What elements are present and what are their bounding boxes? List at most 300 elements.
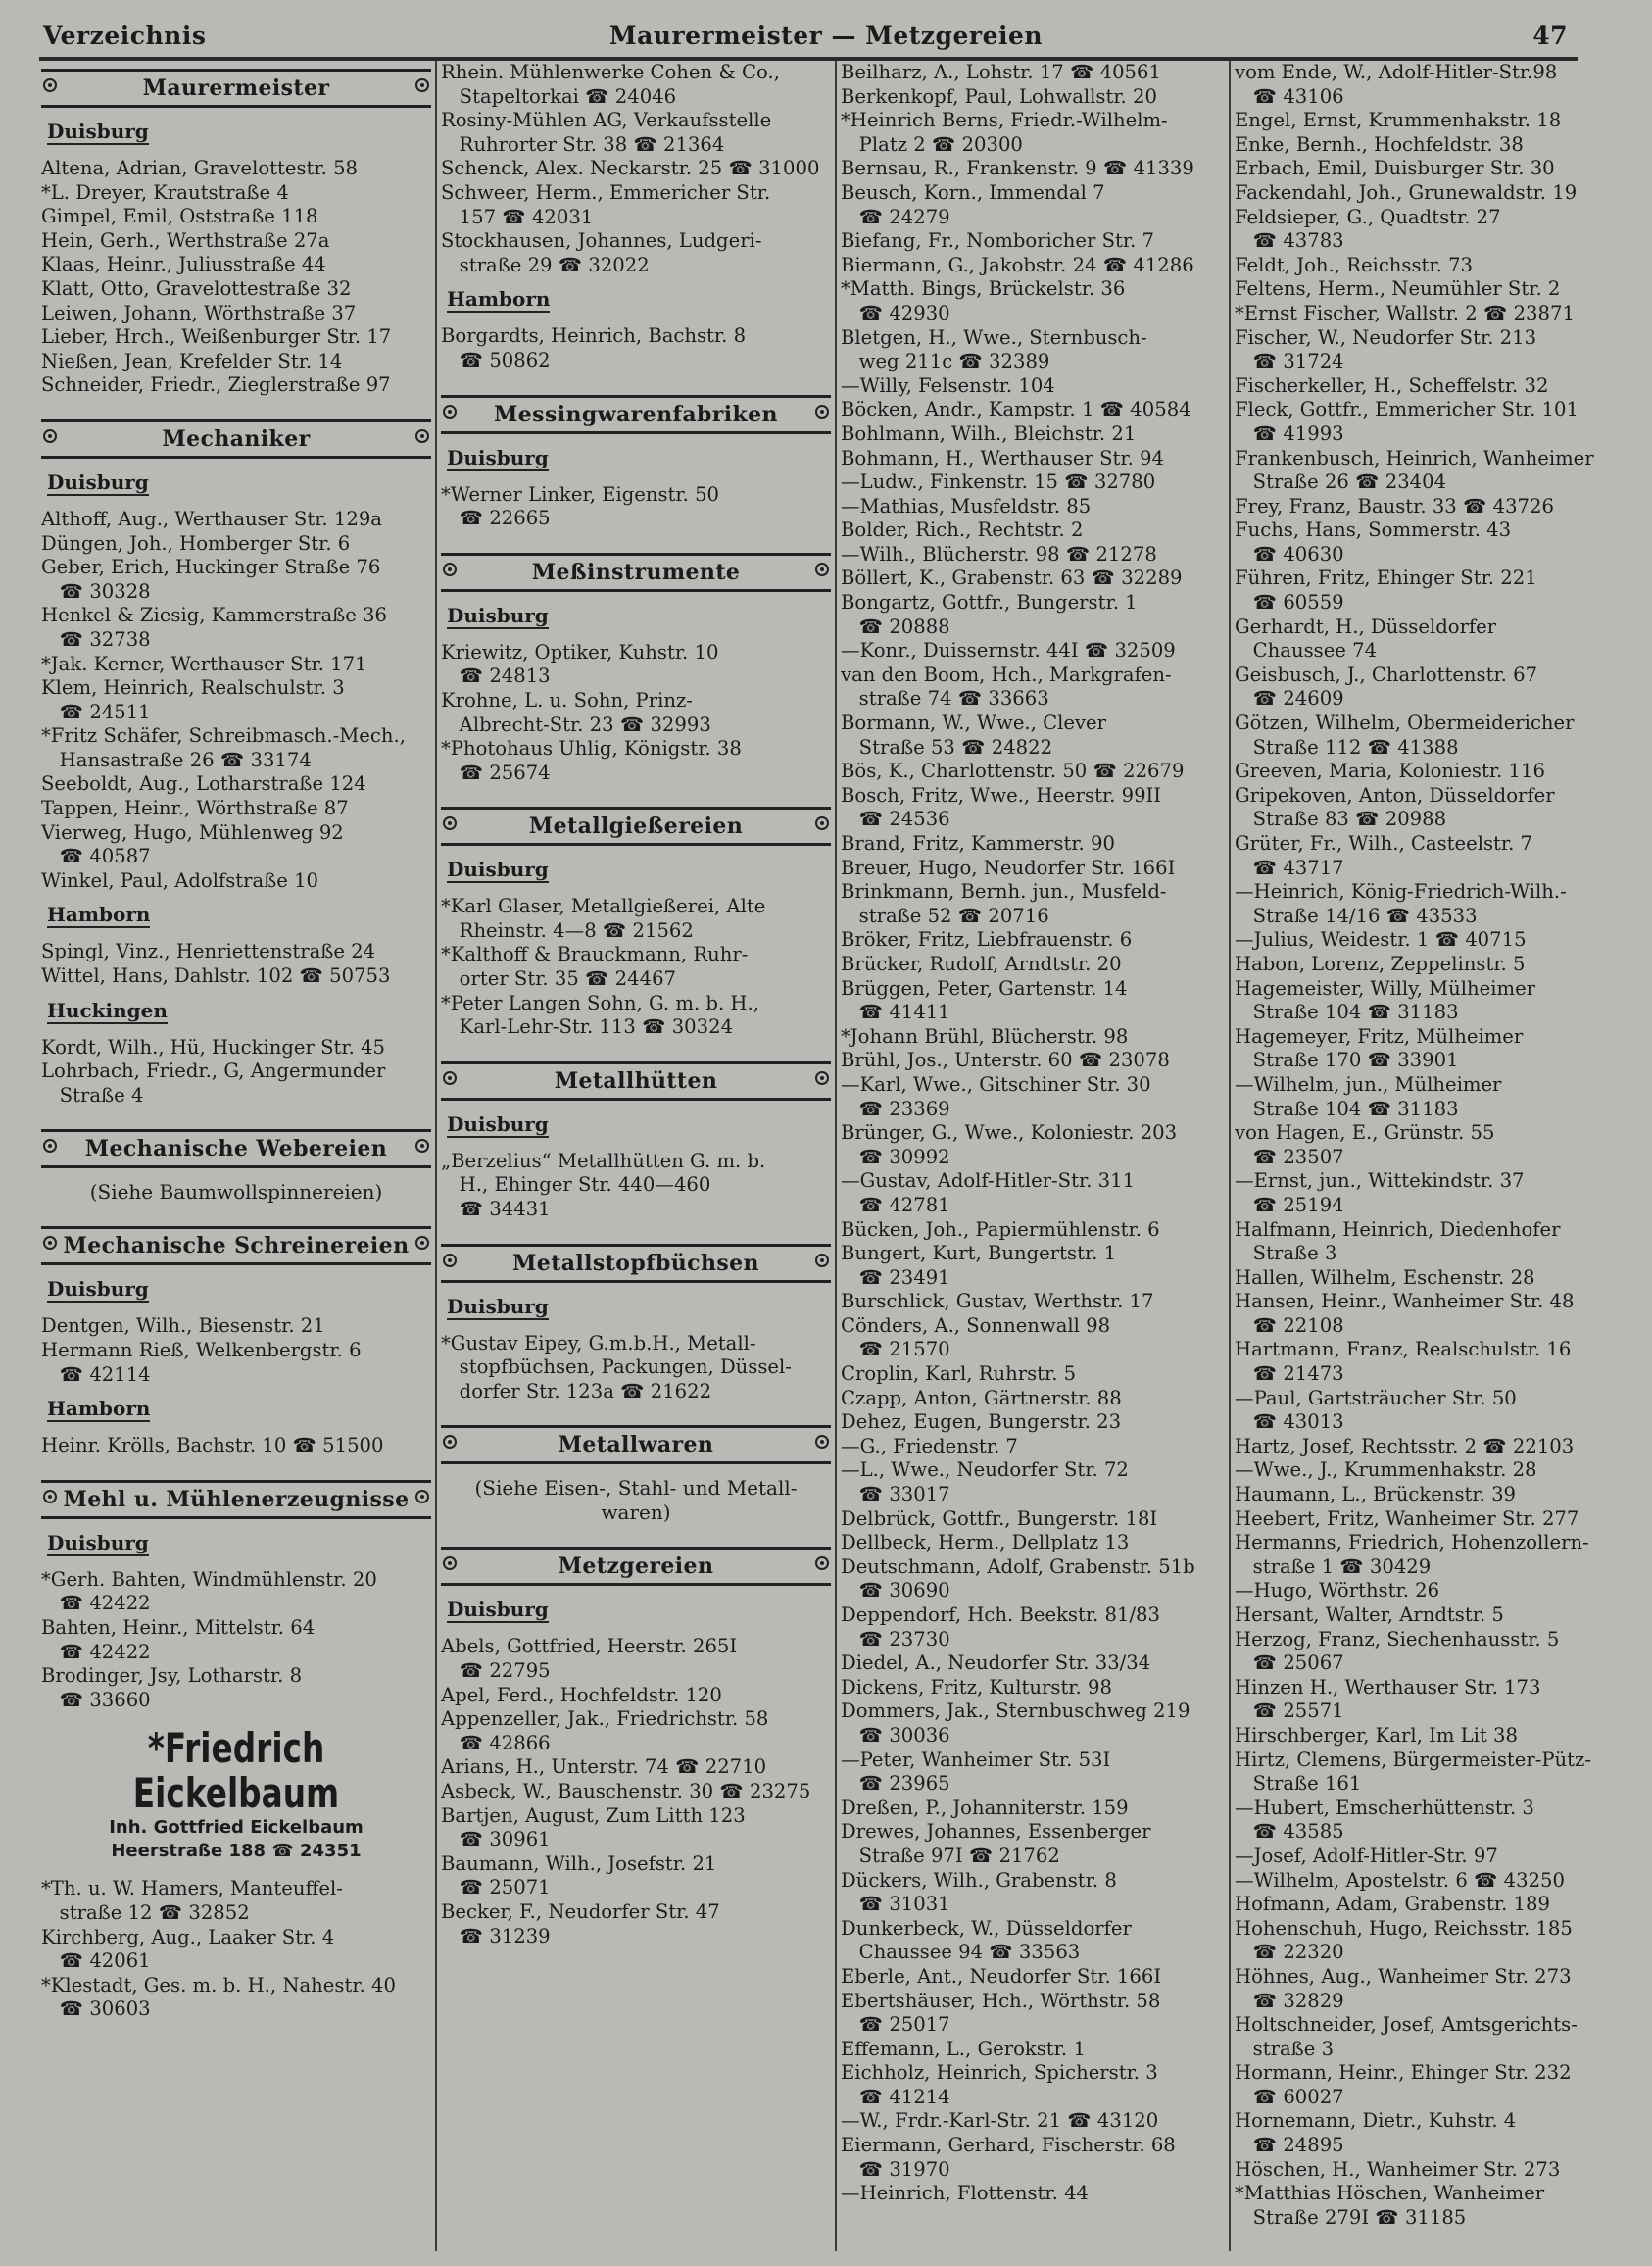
page-header bbox=[0, 0, 1652, 61]
section-heading bbox=[441, 807, 831, 846]
directory-entry: Apel, Ferd., Hochfeldstr. 120 bbox=[441, 1683, 722, 1706]
directory-entry: —Gustav, Adolf-Hitler-Str. 311 bbox=[841, 1169, 1136, 1193]
directory-entry: —Willy, Felsenstr. 104 bbox=[841, 373, 1055, 397]
section-ornament-icon bbox=[443, 1556, 457, 1570]
directory-entry: —L., Wwe., Neudorfer Str. 72 bbox=[841, 1458, 1129, 1482]
directory-entry: straße 1 ☎ 30429 bbox=[1235, 1554, 1432, 1578]
directory-entry: Enke, Bernh., Hochfeldstr. 38 bbox=[1235, 132, 1524, 156]
directory-entry: Lieber, Hrch., Weißenburger Str. 17 bbox=[41, 325, 392, 349]
section-ornament-icon bbox=[443, 1071, 457, 1085]
directory-entry: Bücken, Joh., Papiermühlenstr. 6 bbox=[841, 1217, 1160, 1241]
directory-entry: ☎ 42781 bbox=[841, 1193, 950, 1216]
directory-entry: Höhnes, Aug., Wanheimer Str. 273 bbox=[1235, 1964, 1572, 1988]
directory-entry: Dreßen, P., Johanniterstr. 159 bbox=[841, 1796, 1129, 1819]
section-title: Meßinstrumente bbox=[531, 559, 741, 585]
directory-entry: Straße 161 bbox=[1235, 1772, 1362, 1796]
section-ornament-icon bbox=[415, 1236, 429, 1250]
directory-entry: *Karl Glaser, Metallgießerei, Alte bbox=[441, 895, 766, 918]
directory-entry: Effemann, L., Gerokstr. 1 bbox=[841, 2037, 1086, 2060]
directory-entry: Becker, F., Neudorfer Str. 47 bbox=[441, 1899, 720, 1923]
directory-entry: ☎ 22665 bbox=[441, 507, 551, 530]
directory-entry: Rheinstr. 4—8 ☎ 21562 bbox=[441, 918, 694, 942]
section-title: Messingwarenfabriken bbox=[494, 401, 778, 427]
directory-entry: Wittel, Hans, Dahlstr. 102 ☎ 50753 bbox=[41, 964, 391, 988]
directory-entry: *Th. u. W. Hamers, Manteuffel- bbox=[41, 1877, 343, 1900]
directory-entry: Hagemeister, Willy, Mülheimer bbox=[1235, 976, 1536, 1000]
column-3 bbox=[841, 61, 1225, 2251]
directory-entry: Vierweg, Hugo, Mühlenweg 92 bbox=[41, 820, 344, 844]
city-heading bbox=[47, 903, 431, 926]
directory-entry: Fleck, Gottfr., Emmericher Str. 101 bbox=[1235, 398, 1579, 421]
directory-entry: Dellbeck, Herm., Dellplatz 13 bbox=[841, 1531, 1130, 1554]
cross-reference-note: (Siehe Baumwollspinnereien) bbox=[89, 1180, 383, 1205]
directory-entry: Geber, Erich, Huckinger Straße 76 bbox=[41, 556, 381, 579]
section-ornament-icon bbox=[415, 429, 429, 443]
directory-entry: ☎ 25071 bbox=[441, 1876, 551, 1899]
directory-entry: Dunkerbeck, W., Düsseldorfer bbox=[841, 1916, 1132, 1940]
directory-entry: Straße 53 ☎ 24822 bbox=[841, 735, 1053, 759]
directory-entry: Czapp, Anton, Gärtnerstr. 88 bbox=[841, 1386, 1122, 1409]
directory-entry: Kordt, Wilh., Hü, Huckinger Str. 45 bbox=[41, 1035, 386, 1059]
directory-entry: ☎ 42866 bbox=[441, 1731, 551, 1754]
directory-entry: straße 74 ☎ 33663 bbox=[841, 687, 1049, 711]
directory-entry: Burschlick, Gustav, Werthstr. 17 bbox=[841, 1290, 1154, 1313]
directory-entry: Bahten, Heinr., Mittelstr. 64 bbox=[41, 1615, 316, 1639]
directory-entry: Straße 112 ☎ 41388 bbox=[1235, 735, 1459, 759]
directory-entry: Nießen, Jean, Krefelder Str. 14 bbox=[41, 349, 343, 372]
directory-entry: Halfmann, Heinrich, Diedenhofer bbox=[1235, 1217, 1561, 1241]
section-ornament-icon bbox=[43, 1139, 57, 1153]
directory-entry: *Matth. Bings, Brückelstr. 36 bbox=[841, 277, 1126, 301]
directory-entry: Klatt, Otto, Gravelottestraße 32 bbox=[41, 276, 352, 300]
spacer bbox=[441, 1404, 831, 1417]
city-name: Duisburg bbox=[447, 603, 549, 627]
section-heading bbox=[441, 1425, 831, 1464]
directory-entry: Straße 104 ☎ 31183 bbox=[1235, 1001, 1459, 1024]
directory-entry: Habon, Lorenz, Zeppelinstr. 5 bbox=[1235, 952, 1526, 975]
column-divider bbox=[835, 61, 837, 2251]
directory-entry: Brand, Fritz, Kammerstr. 90 bbox=[841, 832, 1115, 855]
directory-entry: Brinkmann, Bernh. jun., Musfeld- bbox=[841, 880, 1167, 904]
directory-entry: —G., Friedenstr. 7 bbox=[841, 1434, 1018, 1457]
directory-entry: Hansen, Heinr., Wanheimer Str. 48 bbox=[1235, 1290, 1575, 1313]
directory-entry: *Ernst Fischer, Wallstr. 2 ☎ 23871 bbox=[1235, 301, 1575, 324]
section-ornament-icon bbox=[443, 1254, 457, 1267]
directory-entry: Frankenbusch, Heinrich, Wanheimer bbox=[1235, 446, 1594, 469]
city-name: Duisburg bbox=[447, 1111, 549, 1136]
ad-company-name: *Friedrich Eickelbaum bbox=[132, 1724, 340, 1818]
directory-entry: Hein, Gerh., Werthstraße 27a bbox=[41, 228, 330, 252]
directory-entry: —Wilh., Blücherstr. 98 ☎ 21278 bbox=[841, 542, 1157, 566]
directory-entry: Straße 3 bbox=[1235, 1242, 1337, 1265]
city-heading bbox=[447, 604, 831, 627]
directory-entry: ☎ 41411 bbox=[841, 1001, 950, 1024]
directory-entry: Heebert, Fritz, Wanheimer Str. 277 bbox=[1235, 1506, 1579, 1530]
directory-entry: —Heinrich, Flottenstr. 44 bbox=[841, 2182, 1089, 2205]
directory-entry: Altena, Adrian, Gravelottestr. 58 bbox=[41, 157, 359, 179]
directory-entry: Schneider, Friedr., Zieglerstraße 97 bbox=[41, 373, 391, 397]
directory-entry: Beusch, Korn., Immendal 7 bbox=[841, 180, 1105, 204]
section-heading bbox=[441, 395, 831, 434]
directory-entry: —Ludw., Finkenstr. 15 ☎ 32780 bbox=[841, 470, 1156, 494]
section-ornament-icon bbox=[815, 1435, 829, 1449]
header-left: Verzeichnis bbox=[43, 22, 207, 50]
directory-entry: straße 29 ☎ 32022 bbox=[441, 253, 650, 276]
city-heading bbox=[47, 470, 431, 494]
directory-entry: Brünger, G., Wwe., Koloniestr. 203 bbox=[841, 1121, 1178, 1145]
directory-entry: ☎ 30992 bbox=[841, 1145, 950, 1168]
directory-entry: Diedel, A., Neudorfer Str. 33/34 bbox=[841, 1651, 1151, 1675]
city-heading bbox=[447, 1598, 831, 1621]
city-name: Duisburg bbox=[47, 1530, 149, 1554]
spacer bbox=[441, 785, 831, 799]
directory-entry: Stapeltorkai ☎ 24046 bbox=[441, 84, 677, 108]
section-heading bbox=[41, 1226, 431, 1265]
directory-entry: *Klestadt, Ges. m. b. H., Nahestr. 40 bbox=[41, 1973, 396, 1996]
spacer bbox=[441, 1525, 831, 1539]
city-heading bbox=[47, 999, 431, 1022]
city-name: Duisburg bbox=[447, 858, 549, 882]
city-name: Duisburg bbox=[47, 1277, 149, 1302]
directory-entry: Straße 83 ☎ 20988 bbox=[1235, 808, 1447, 831]
city-name: Duisburg bbox=[447, 1598, 549, 1622]
directory-entry: straße 52 ☎ 20716 bbox=[841, 904, 1049, 927]
directory-entry: ☎ 31724 bbox=[1235, 350, 1344, 373]
directory-entry: ☎ 43717 bbox=[1235, 856, 1344, 879]
column-1 bbox=[41, 61, 431, 2251]
directory-entry: Hofmann, Adam, Grabenstr. 189 bbox=[1235, 1893, 1550, 1916]
cross-reference-note: (Siehe Eisen-, Stahl- und Metall- bbox=[474, 1476, 798, 1501]
directory-entry: ☎ 23507 bbox=[1235, 1145, 1344, 1168]
city-heading bbox=[447, 1112, 831, 1136]
directory-entry: Führen, Fritz, Ehinger Str. 221 bbox=[1235, 566, 1537, 590]
section-ornament-icon bbox=[443, 816, 457, 830]
directory-entry: ☎ 30036 bbox=[841, 1723, 950, 1747]
directory-entry: Althoff, Aug., Werthauser Str. 129a bbox=[41, 507, 382, 530]
directory-entry: Hersant, Walter, Arndtstr. 5 bbox=[1235, 1603, 1504, 1626]
directory-entry: 157 ☎ 42031 bbox=[441, 205, 594, 228]
directory-entry: ☎ 33017 bbox=[841, 1483, 950, 1506]
directory-entry: —Konr., Duissernstr. 44I ☎ 32509 bbox=[841, 639, 1176, 663]
directory-entry: Straße 97I ☎ 21762 bbox=[841, 1844, 1060, 1867]
directory-entry: Eichholz, Heinrich, Spicherstr. 3 bbox=[841, 2061, 1158, 2085]
directory-entry: Krohne, L. u. Sohn, Prinz- bbox=[441, 688, 693, 712]
directory-entry: Hirtz, Clemens, Bürgermeister-Pütz- bbox=[1235, 1748, 1591, 1771]
directory-entry: Haumann, L., Brückenstr. 39 bbox=[1235, 1483, 1517, 1506]
section-ornament-icon bbox=[815, 563, 829, 576]
directory-entry: —Wilhelm, Apostelstr. 6 ☎ 43250 bbox=[1235, 1868, 1565, 1892]
city-name: Huckingen bbox=[47, 998, 168, 1022]
directory-entry: Klem, Heinrich, Realschulstr. 3 bbox=[41, 676, 345, 700]
directory-entry: Straße 279I ☎ 31185 bbox=[1235, 2205, 1467, 2229]
section-ornament-icon bbox=[443, 1435, 457, 1449]
spacer bbox=[41, 398, 431, 412]
section-title: Mehl u. Mühlenerzeugnisse bbox=[63, 1486, 410, 1512]
directory-entry: ☎ 24609 bbox=[1235, 687, 1344, 711]
directory-entry: —Wilhelm, jun., Mülheimer bbox=[1235, 1072, 1502, 1096]
directory-entry: Chaussee 74 bbox=[1235, 639, 1378, 663]
directory-entry: Frey, Franz, Baustr. 33 ☎ 43726 bbox=[1235, 494, 1554, 517]
directory-entry: —Wwe., J., Krummenhakstr. 28 bbox=[1235, 1458, 1537, 1482]
directory-entry: Brodinger, Jsy, Lotharstr. 8 bbox=[41, 1664, 303, 1688]
directory-entry: ☎ 24536 bbox=[841, 808, 950, 831]
section-ornament-icon bbox=[815, 405, 829, 419]
directory-entry: Geisbusch, J., Charlottenstr. 67 bbox=[1235, 663, 1538, 686]
directory-entry: ☎ 20888 bbox=[841, 615, 950, 638]
section-title: Mechanische Webereien bbox=[84, 1136, 388, 1162]
column-4 bbox=[1235, 61, 1619, 2251]
directory-entry: *Photohaus Uhlig, Königstr. 38 bbox=[441, 737, 742, 761]
spacer bbox=[441, 373, 831, 387]
directory-entry: Bungert, Kurt, Bungertstr. 1 bbox=[841, 1242, 1117, 1265]
directory-entry: Henkel & Ziesig, Kammerstraße 36 bbox=[41, 604, 387, 627]
directory-entry: ☎ 30961 bbox=[441, 1828, 551, 1851]
directory-entry: Tappen, Heinr., Wörthstraße 87 bbox=[41, 797, 349, 820]
directory-entry: Straße 26 ☎ 23404 bbox=[1235, 470, 1447, 494]
city-heading bbox=[47, 1397, 431, 1420]
city-name: Hamborn bbox=[47, 903, 151, 927]
directory-entry: ☎ 31031 bbox=[841, 1893, 950, 1916]
directory-entry: Bröker, Fritz, Liebfrauenstr. 6 bbox=[841, 928, 1133, 952]
section-ornament-icon bbox=[415, 1490, 429, 1503]
directory-entry: *L. Dreyer, Krautstraße 4 bbox=[41, 180, 289, 204]
city-heading bbox=[47, 1531, 431, 1554]
directory-entry: Stockhausen, Johannes, Ludgeri- bbox=[441, 229, 762, 253]
directory-entry: Bormann, W., Wwe., Clever bbox=[841, 712, 1106, 735]
section-title: Metallstopfbüchsen bbox=[512, 1250, 759, 1276]
directory-entry: ☎ 25067 bbox=[1235, 1651, 1344, 1675]
directory-entry: Feldt, Joh., Reichsstr. 73 bbox=[1235, 253, 1474, 276]
directory-entry: ☎ 42422 bbox=[41, 1640, 151, 1663]
directory-entry: Hormann, Heinr., Ehinger Str. 232 bbox=[1235, 2061, 1572, 2085]
directory-entry: —Paul, Gartsträucher Str. 50 bbox=[1235, 1386, 1517, 1409]
directory-entry: Seeboldt, Aug., Lotharstraße 124 bbox=[41, 772, 366, 796]
directory-entry: Schweer, Herm., Emmericher Str. bbox=[441, 180, 771, 204]
city-name: Duisburg bbox=[447, 1294, 549, 1318]
directory-entry: Gerhardt, H., Düsseldorfer bbox=[1235, 615, 1497, 638]
directory-entry: Hansastraße 26 ☎ 33174 bbox=[41, 748, 312, 771]
directory-entry: Breuer, Hugo, Neudorfer Str. 166I bbox=[841, 856, 1176, 879]
directory-entry: Fackendahl, Joh., Grunewaldstr. 19 bbox=[1235, 180, 1578, 204]
directory-entry: Herzog, Franz, Siechenhausstr. 5 bbox=[1235, 1627, 1560, 1650]
directory-entry: *Fritz Schäfer, Schreibmasch.-Mech., bbox=[41, 724, 406, 748]
column-divider bbox=[1229, 61, 1231, 2251]
directory-entry: Kirchberg, Aug., Laaker Str. 4 bbox=[41, 1925, 335, 1948]
city-name: Hamborn bbox=[47, 1397, 151, 1421]
directory-entry: Dückers, Wilh., Grabenstr. 8 bbox=[841, 1868, 1117, 1892]
header-center: Maurermeister — Metzgereien bbox=[608, 22, 1044, 50]
directory-entry: Hohenschuh, Hugo, Reichsstr. 185 bbox=[1235, 1916, 1573, 1940]
directory-entry: ☎ 33660 bbox=[41, 1688, 151, 1711]
directory-entry: H., Ehinger Str. 440—460 bbox=[441, 1173, 711, 1197]
section-ornament-icon bbox=[815, 1071, 829, 1085]
directory-entry: Brühl, Jos., Unterstr. 60 ☎ 23078 bbox=[841, 1049, 1170, 1072]
spacer bbox=[41, 1108, 431, 1121]
directory-entry: ☎ 24813 bbox=[441, 665, 551, 688]
directory-entry: —Mathias, Musfeldstr. 85 bbox=[841, 494, 1092, 517]
directory-entry: ☎ 24895 bbox=[1235, 2134, 1344, 2157]
directory-entry: Hartmann, Franz, Realschulstr. 16 bbox=[1235, 1338, 1572, 1361]
directory-entry: Ebertshäuser, Hch., Wörthstr. 58 bbox=[841, 1989, 1161, 2012]
directory-entry: ☎ 23965 bbox=[841, 1772, 950, 1796]
directory-entry: ☎ 23369 bbox=[841, 1097, 950, 1120]
directory-entry: Hallen, Wilhelm, Eschenstr. 28 bbox=[1235, 1265, 1535, 1289]
directory-entry: —Hugo, Wörthstr. 26 bbox=[1235, 1579, 1440, 1602]
directory-entry: ☎ 42114 bbox=[41, 1362, 151, 1386]
section-heading bbox=[41, 1480, 431, 1519]
city-heading bbox=[447, 1295, 831, 1318]
page-number: 47 bbox=[1532, 22, 1568, 50]
section-ornament-icon bbox=[815, 1254, 829, 1267]
directory-entry: Brüggen, Peter, Gartenstr. 14 bbox=[841, 976, 1128, 1000]
directory-entry: ☎ 30603 bbox=[41, 1997, 151, 2021]
directory-entry: Deutschmann, Adolf, Grabenstr. 51b bbox=[841, 1554, 1195, 1578]
directory-entry: Baumann, Wilh., Josefstr. 21 bbox=[441, 1851, 717, 1875]
directory-entry: ☎ 30328 bbox=[41, 579, 151, 603]
directory-entry: vom Ende, W., Adolf-Hitler-Str.98 bbox=[1235, 61, 1558, 83]
directory-entry: ☎ 60559 bbox=[1235, 591, 1344, 615]
directory-entry: ☎ 42061 bbox=[41, 1949, 151, 1973]
directory-entry: Beilharz, A., Lohstr. 17 ☎ 40561 bbox=[841, 61, 1161, 83]
section-ornament-icon bbox=[815, 1556, 829, 1570]
directory-entry: —W., Frdr.-Karl-Str. 21 ☎ 43120 bbox=[841, 2109, 1159, 2133]
directory-entry: Fischerkeller, H., Scheffelstr. 32 bbox=[1235, 373, 1549, 397]
directory-entry: ☎ 25194 bbox=[1235, 1193, 1344, 1216]
city-name: Duisburg bbox=[447, 445, 549, 469]
directory-entry: Erbach, Emil, Duisburger Str. 30 bbox=[1235, 157, 1555, 180]
directory-entry: ☎ 24279 bbox=[841, 205, 950, 228]
directory-entry: *Heinrich Berns, Friedr.-Wilhelm- bbox=[841, 109, 1168, 132]
directory-entry: ☎ 24511 bbox=[41, 700, 151, 723]
section-title: Metzgereien bbox=[558, 1553, 714, 1580]
section-ornament-icon bbox=[443, 405, 457, 419]
section-ornament-icon bbox=[43, 1236, 57, 1250]
directory-entry: Bosch, Fritz, Wwe., Heerstr. 99II bbox=[841, 783, 1162, 807]
directory-entry: Engel, Ernst, Krummenhakstr. 18 bbox=[1235, 109, 1562, 132]
city-name: Hamborn bbox=[447, 287, 551, 312]
section-heading bbox=[41, 1129, 431, 1168]
directory-entry: Gripekoven, Anton, Düsseldorfer bbox=[1235, 783, 1555, 807]
section-title: Metallwaren bbox=[558, 1432, 714, 1458]
directory-entry: —Josef, Adolf-Hitler-Str. 97 bbox=[1235, 1844, 1498, 1867]
directory-entry: Feltens, Herm., Neumühler Str. 2 bbox=[1235, 277, 1561, 301]
directory-entry: Drewes, Johannes, Essenberger bbox=[841, 1820, 1151, 1844]
advertisement bbox=[41, 1726, 431, 1863]
directory-entry: Feldsieper, G., Quadtstr. 27 bbox=[1235, 205, 1501, 228]
city-name: Duisburg bbox=[47, 469, 149, 494]
directory-entry: Spingl, Vinz., Henriettenstraße 24 bbox=[41, 940, 376, 963]
directory-entry: *Kalthoff & Brauckmann, Ruhr- bbox=[441, 943, 749, 966]
section-heading bbox=[441, 1244, 831, 1283]
directory-entry: ☎ 25674 bbox=[441, 761, 551, 784]
directory-entry: *Gerh. Bahten, Windmühlenstr. 20 bbox=[41, 1567, 377, 1591]
directory-entry: ☎ 23730 bbox=[841, 1627, 950, 1650]
directory-entry: *Matthias Höschen, Wanheimer bbox=[1235, 2182, 1545, 2205]
directory-entry: Biermann, G., Jakobstr. 24 ☎ 41286 bbox=[841, 253, 1194, 276]
directory-entry: ☎ 22795 bbox=[441, 1659, 551, 1682]
directory-entry: —Julius, Weidestr. 1 ☎ 40715 bbox=[1235, 928, 1527, 952]
section-heading bbox=[41, 419, 431, 459]
directory-entry: Dickens, Fritz, Kulturstr. 98 bbox=[841, 1675, 1112, 1699]
directory-entry: Eberle, Ant., Neudorfer Str. 166I bbox=[841, 1964, 1162, 1988]
section-ornament-icon bbox=[815, 816, 829, 830]
directory-entry: ☎ 40630 bbox=[1235, 542, 1344, 566]
section-heading bbox=[441, 1547, 831, 1586]
directory-entry: Hinzen H., Werthauser Str. 173 bbox=[1235, 1675, 1541, 1699]
directory-entry: Lohrbach, Friedr., G, Angermunder bbox=[41, 1059, 386, 1083]
directory-entry: *Werner Linker, Eigenstr. 50 bbox=[441, 482, 720, 506]
directory-entry: Hermanns, Friedrich, Hohenzollern- bbox=[1235, 1531, 1589, 1554]
directory-entry: Hornemann, Dietr., Kuhstr. 4 bbox=[1235, 2109, 1517, 2133]
cross-reference-note: waren) bbox=[601, 1501, 671, 1525]
column-2 bbox=[441, 61, 831, 2251]
directory-entry: ☎ 43013 bbox=[1235, 1410, 1344, 1434]
directory-entry: Kriewitz, Optiker, Kuhstr. 10 bbox=[441, 640, 719, 664]
directory-entry: Straße 4 bbox=[41, 1083, 144, 1107]
directory-entry: Hirschberger, Karl, Im Lit 38 bbox=[1235, 1723, 1518, 1747]
directory-entry: Greeven, Maria, Koloniestr. 116 bbox=[1235, 760, 1545, 783]
spacer bbox=[441, 531, 831, 545]
directory-entry: —Karl, Wwe., Gitschiner Str. 30 bbox=[841, 1072, 1151, 1096]
directory-entry: ☎ 30690 bbox=[841, 1579, 950, 1602]
directory-entry: ☎ 60027 bbox=[1235, 2085, 1344, 2108]
directory-entry: van den Boom, Hch., Markgrafen- bbox=[841, 663, 1172, 686]
directory-entry: ☎ 31239 bbox=[441, 1924, 551, 1947]
directory-entry: ☎ 50862 bbox=[441, 348, 551, 371]
directory-entry: Brücker, Rudolf, Arndtstr. 20 bbox=[841, 952, 1122, 975]
directory-entry: Ruhrorter Str. 38 ☎ 21364 bbox=[441, 132, 725, 156]
directory-entry: Eiermann, Gerhard, Fischerstr. 68 bbox=[841, 2134, 1176, 2157]
directory-entry: Bös, K., Charlottenstr. 50 ☎ 22679 bbox=[841, 760, 1185, 783]
directory-entry: Bartjen, August, Zum Litth 123 bbox=[441, 1803, 746, 1827]
directory-entry: Biefang, Fr., Nomboricher Str. 7 bbox=[841, 229, 1155, 253]
directory-entry: Fischer, W., Neudorfer Str. 213 bbox=[1235, 325, 1537, 349]
directory-entry: Bernsau, R., Frankenstr. 9 ☎ 41339 bbox=[841, 157, 1194, 180]
city-heading bbox=[47, 1277, 431, 1301]
directory-entry: Hartz, Josef, Rechtsstr. 2 ☎ 22103 bbox=[1235, 1434, 1575, 1457]
section-ornament-icon bbox=[415, 78, 429, 92]
directory-entry: Cönders, A., Sonnenwall 98 bbox=[841, 1313, 1111, 1337]
directory-entry: Croplin, Karl, Ruhrstr. 5 bbox=[841, 1362, 1077, 1386]
directory-entry: *Jak. Kerner, Werthauser Str. 171 bbox=[41, 652, 367, 675]
directory-entry: ☎ 32829 bbox=[1235, 1989, 1344, 2012]
directory-entry: dorfer Str. 123a ☎ 21622 bbox=[441, 1379, 712, 1403]
directory-entry: ☎ 41993 bbox=[1235, 421, 1344, 445]
directory-entry: ☎ 21570 bbox=[841, 1338, 950, 1361]
directory-entry: Leiwen, Johann, Wörthstraße 37 bbox=[41, 301, 357, 324]
directory-entry: ☎ 43783 bbox=[1235, 229, 1344, 253]
directory-entry: Karl-Lehr-Str. 113 ☎ 30324 bbox=[441, 1015, 734, 1039]
directory-entry: Böcken, Andr., Kampstr. 1 ☎ 40584 bbox=[841, 398, 1191, 421]
section-ornament-icon bbox=[443, 563, 457, 576]
spacer bbox=[441, 1222, 831, 1236]
directory-entry: orter Str. 35 ☎ 24467 bbox=[441, 967, 677, 991]
directory-entry: ☎ 42422 bbox=[41, 1592, 151, 1615]
directory-entry: Bolder, Rich., Rechtstr. 2 bbox=[841, 518, 1084, 542]
section-title: Mechaniker bbox=[162, 425, 311, 452]
directory-entry: von Hagen, E., Grünstr. 55 bbox=[1235, 1121, 1495, 1145]
directory-entry: *Johann Brühl, Blücherstr. 98 bbox=[841, 1024, 1129, 1048]
directory-entry: —Heinrich, König-Friedrich-Wilh.- bbox=[1235, 880, 1567, 904]
directory-entry: ☎ 32738 bbox=[41, 627, 151, 651]
directory-entry: Platz 2 ☎ 20300 bbox=[841, 132, 1023, 156]
directory-entry: Klaas, Heinr., Juliusstraße 44 bbox=[41, 253, 326, 276]
directory-entry: stopfbüchsen, Packungen, Düssel- bbox=[441, 1355, 792, 1379]
directory-entry: Düngen, Joh., Homberger Str. 6 bbox=[41, 531, 351, 555]
section-title: Mechanische Schreinereien bbox=[63, 1233, 410, 1259]
directory-entry: Dommers, Jak., Sternbuschweg 219 bbox=[841, 1700, 1190, 1723]
directory-entry: ☎ 42930 bbox=[841, 301, 950, 324]
